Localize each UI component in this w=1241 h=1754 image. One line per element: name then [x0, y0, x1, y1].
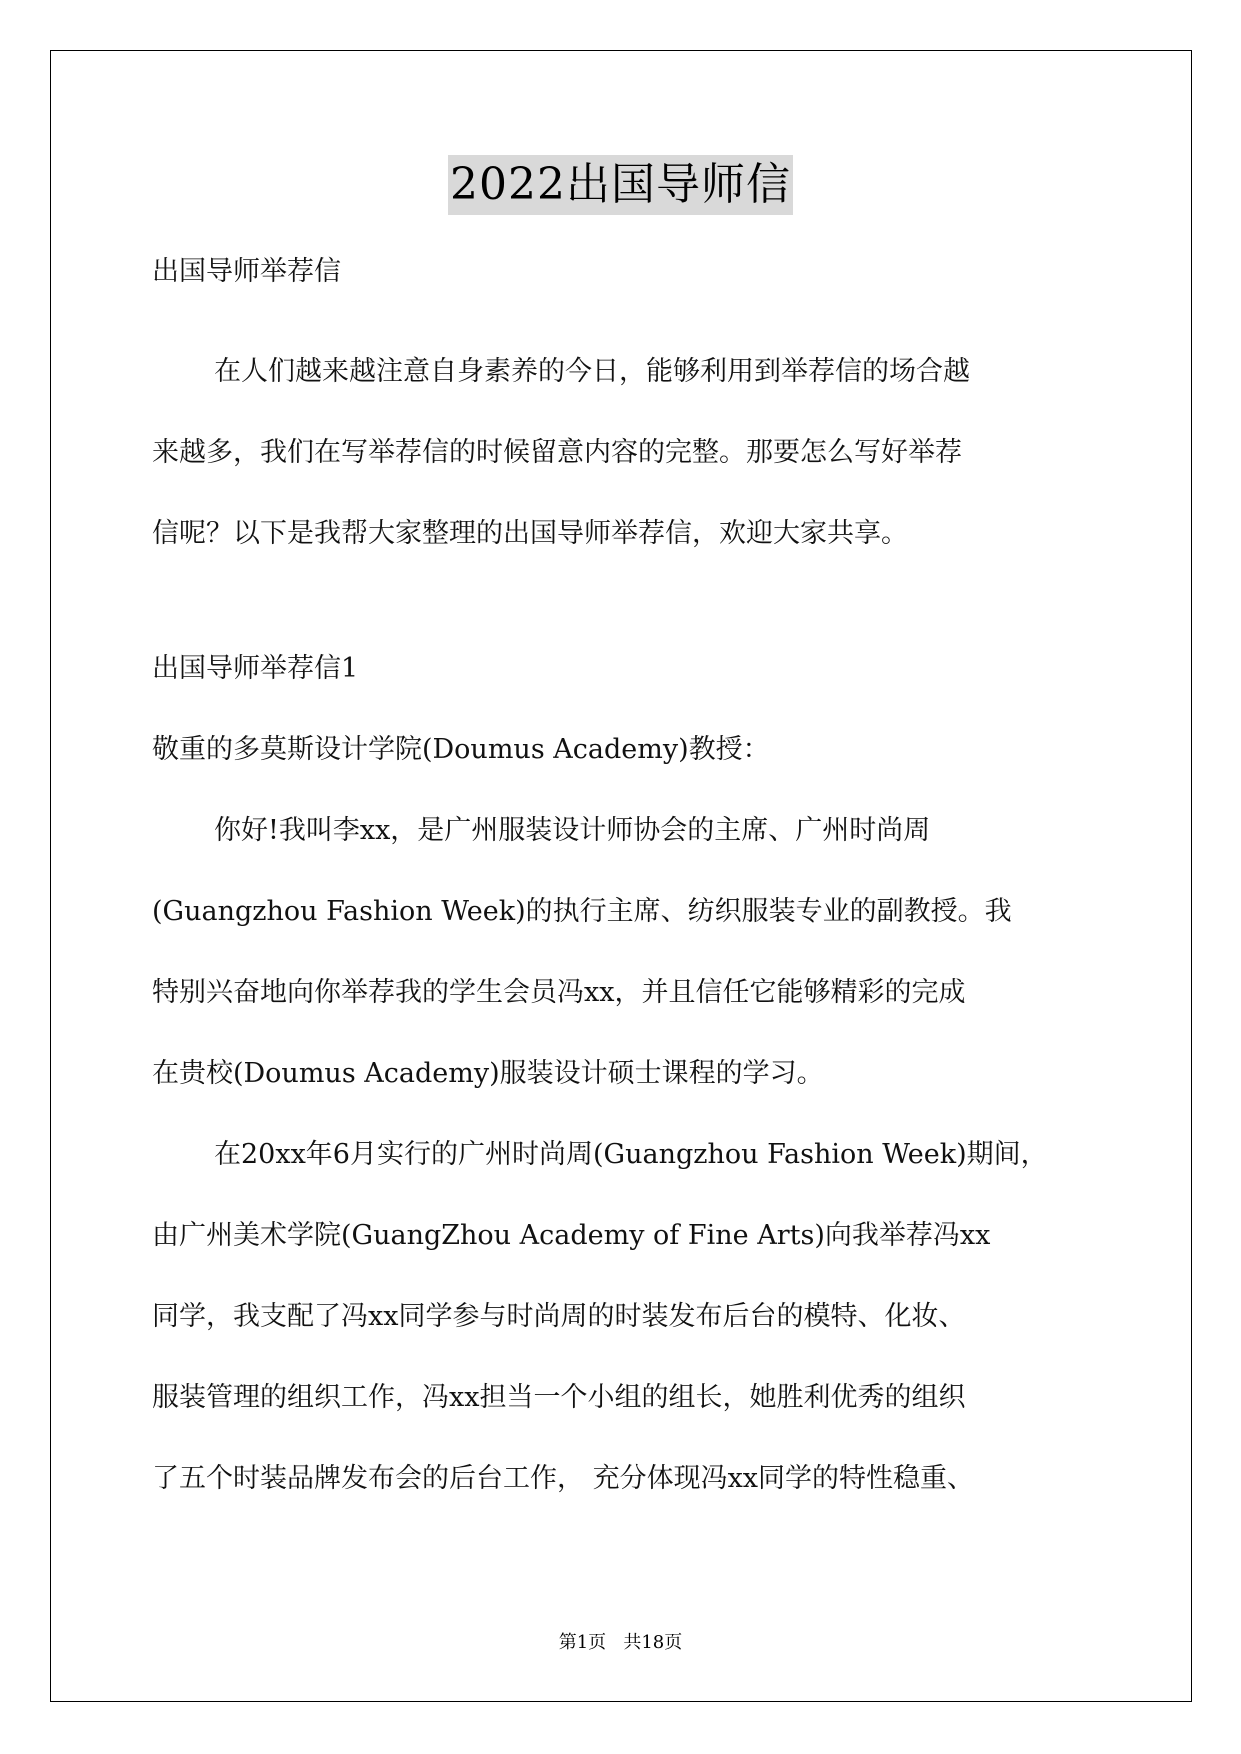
paragraph-line: 同学，我支配了冯xx同学参与时尚周的时装发布后台的模特、化妆、 [152, 1301, 966, 1332]
document-body [152, 250, 1097, 1519]
page-footer [0, 1628, 1241, 1654]
paragraph-line: 在贵校(Doumus Academy)服装设计硕士课程的学习。 [152, 1058, 824, 1089]
title-container [0, 155, 1241, 215]
paragraph-line: 了五个时装品牌发布会的后台工作， 充分体现冯xx同学的特性稳重、 [152, 1463, 975, 1494]
paragraph-line: 信呢？以下是我帮大家整理的出国导师举荐信，欢迎大家共享。 [152, 518, 908, 549]
paragraph-line: 来越多，我们在写举荐信的时候留意内容的完整。那要怎么写好举荐 [152, 437, 962, 468]
paragraph-line: 特别兴奋地向你举荐我的学生会员冯xx，并且信任它能够精彩的完成 [152, 977, 966, 1008]
letter-heading: 出国导师举荐信1 [152, 653, 359, 684]
paragraph-line: 你好!我叫李xx，是广州服装设计师协会的主席、广州时尚周 [214, 815, 931, 846]
paragraph-line: 在人们越来越注意自身素养的今日，能够利用到举荐信的场合越 [214, 356, 970, 387]
paragraph-line: 由广州美术学院(GuangZhou Academy of Fine Arts)向我举荐冯xx [152, 1220, 991, 1251]
paragraph-line: 在20xx年6月实行的广州时尚周(Guangzhou Fashion Week)期间， [214, 1139, 1048, 1170]
page-number: 第1页 共18页 [558, 1632, 683, 1653]
document-title: 2022出国导师信 [448, 155, 793, 215]
salutation: 敬重的多莫斯设计学院(Doumus Academy)教授： [152, 734, 770, 765]
paragraph-line: 服装管理的组织工作，冯xx担当一个小组的组长，她胜利优秀的组织 [152, 1382, 966, 1413]
paragraph-line: (Guangzhou Fashion Week)的执行主席、纺织服装专业的副教授。我 [152, 896, 1012, 927]
section-heading: 出国导师举荐信 [152, 256, 341, 287]
